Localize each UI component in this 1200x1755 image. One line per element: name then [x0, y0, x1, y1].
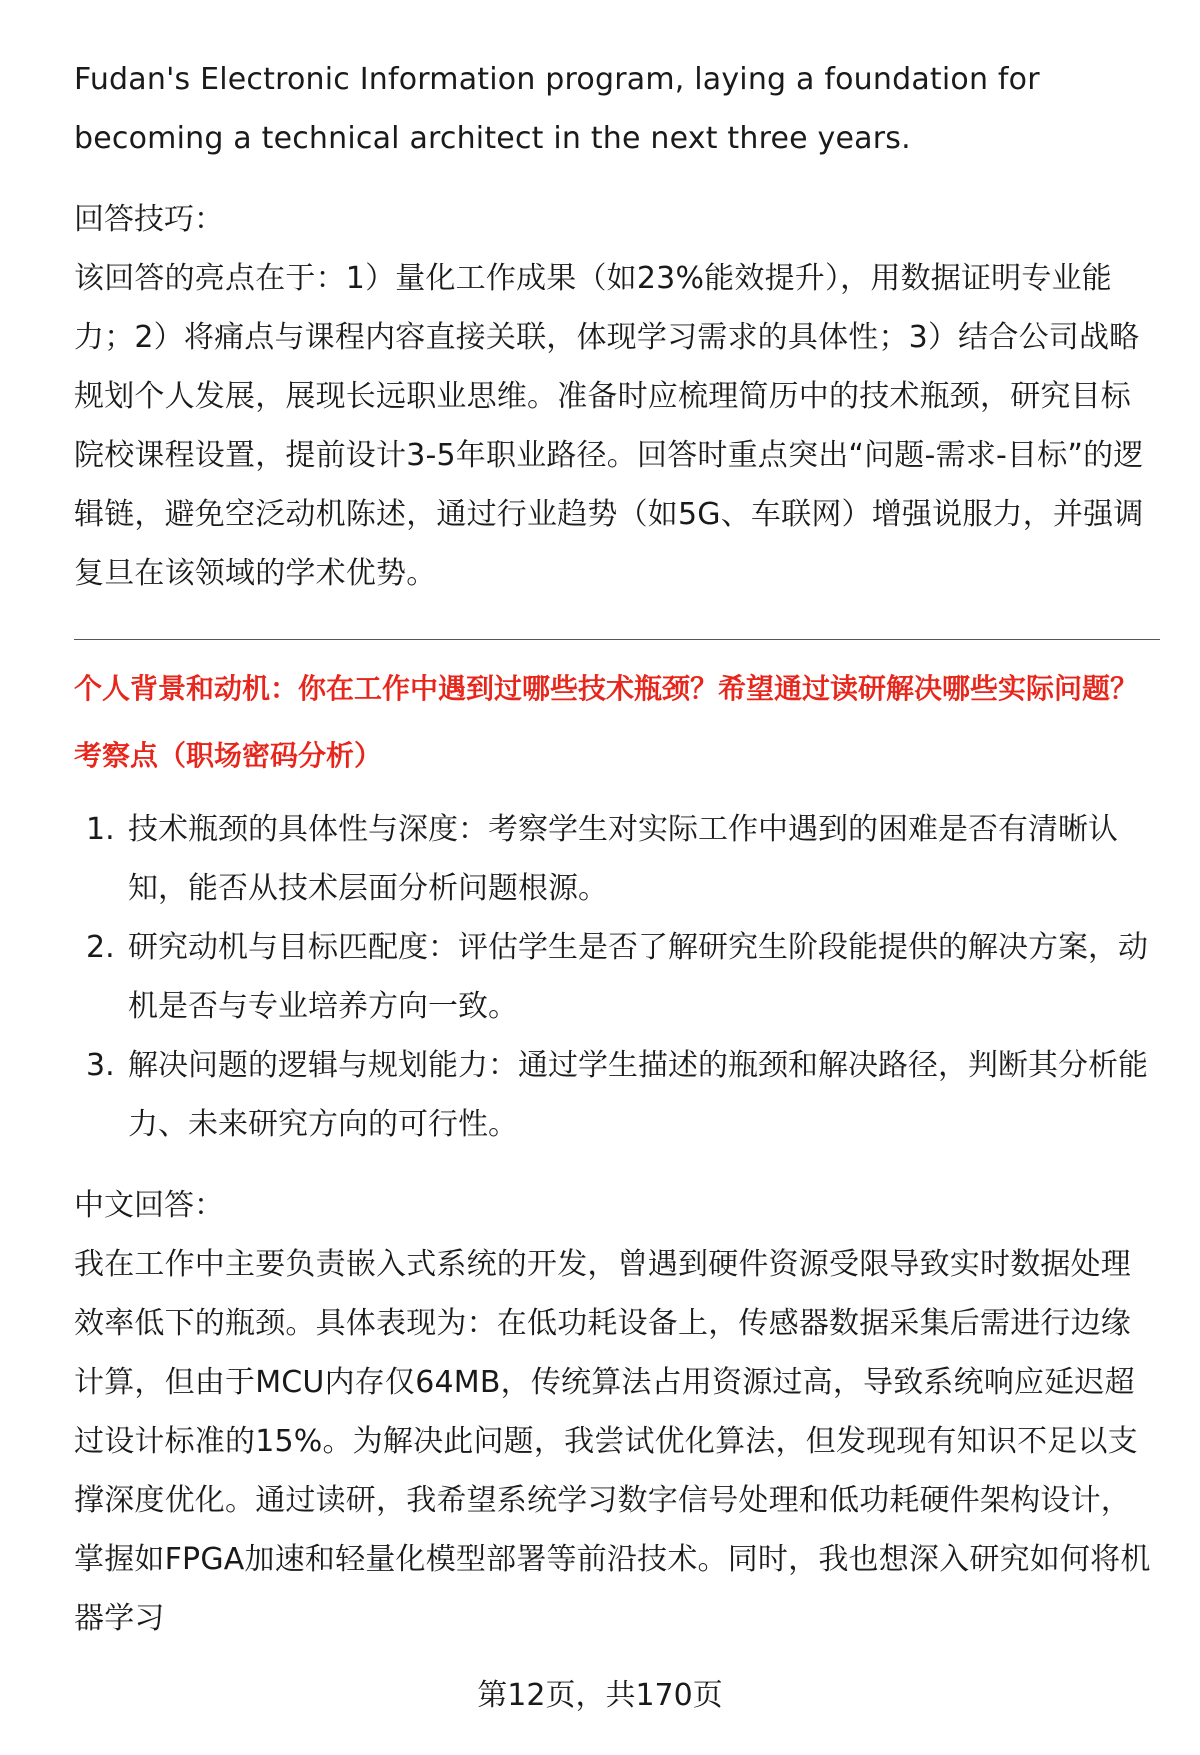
- question-title: 个人背景和动机：你在工作中遇到过哪些技术瓶颈？希望通过读研解决哪些实际问题？: [74, 672, 1139, 705]
- list-item-number: 1.: [86, 812, 115, 847]
- analysis-heading: 考察点（职场密码分析）: [74, 739, 383, 772]
- tips-paragraph: 该回答的亮点在于：1）量化工作成果（如23%能效提升），用数据证明专业能力；2）将痛点与课程内容直接关联，体现学习需求的具体性；3）结合公司战略规划个人发展，展现长远职业思维。准备时应梳理简历中的技术瓶颈，研究目标院校课程设置，提前设计3-5年职业路径。回答时重点突出“问题-需求-目标”的逻辑链，避免空泛动机陈述，通过行业趋势（如5G、车联网）增强说服力，并强调复旦在该领域的学术优势。: [74, 261, 1144, 591]
- answer-paragraph: 我在工作中主要负责嵌入式系统的开发，曾遇到硬件资源受限导致实时数据处理效率低下的瓶颈。具体表现为：在低功耗设备上，传感器数据采集后需进行边缘计算，但由于MCU内存仅64MB，传统算法占用资源过高，导致系统响应延迟超过设计标准的15%。为解决此问题，我尝试优化算法，但发现现有知识不足以支撑深度优化。通过读研，我希望系统学习数字信号处理和低功耗硬件架构设计，掌握如FPGA加速和轻量化模型部署等前沿技术。同时，我也想深入研究如何将机器学习: [74, 1247, 1151, 1636]
- answer-label: 中文回答：: [74, 1188, 224, 1223]
- list-item: [74, 1036, 1160, 1154]
- intro-english-paragraph: Fudan's Electronic Information program, laying a foundation for becoming a technical architect in the next three years.: [74, 62, 1040, 156]
- list-item: [74, 918, 1160, 1036]
- page-number-footer: 第12页，共170页: [477, 1678, 723, 1713]
- list-item-number: 2.: [86, 930, 115, 965]
- list-item-text: 解决问题的逻辑与规划能力：通过学生描述的瓶颈和解决路径，判断其分析能力、未来研究方向的可行性。: [128, 1048, 1148, 1142]
- analysis-points-list: [74, 800, 1160, 1154]
- list-item-number: 3.: [86, 1048, 115, 1083]
- list-item: [74, 800, 1160, 918]
- tips-label: 回答技巧：: [74, 202, 224, 237]
- list-item-text: 技术瓶颈的具体性与深度：考察学生对实际工作中遇到的困难是否有清晰认知，能否从技术层面分析问题根源。: [128, 812, 1118, 906]
- document-page: [74, 50, 1160, 1648]
- list-item-text: 研究动机与目标匹配度：评估学生是否了解研究生阶段能提供的解决方案，动机是否与专业培养方向一致。: [128, 930, 1148, 1024]
